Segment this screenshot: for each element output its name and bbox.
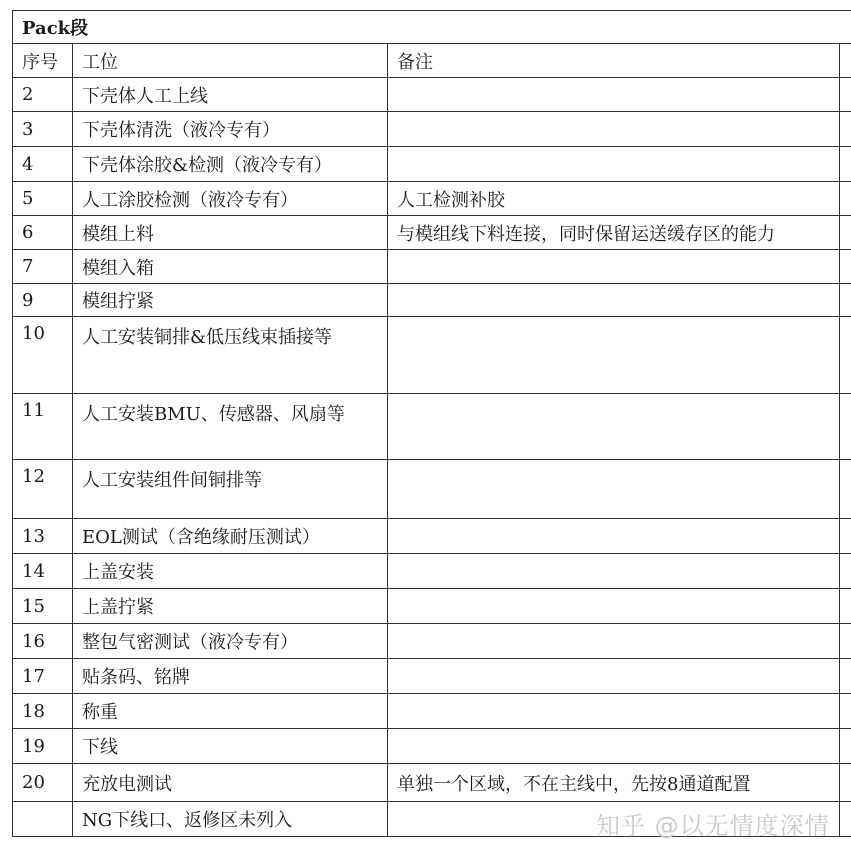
cell-extra <box>840 284 851 317</box>
cell-station: 人工安装BMU、传感器、风扇等 <box>73 394 388 460</box>
cell-extra <box>840 317 851 394</box>
cell-extra <box>840 182 851 216</box>
cell-note <box>388 317 840 394</box>
cell-extra <box>840 112 851 147</box>
header-extra <box>840 44 851 78</box>
header-note: 备注 <box>388 44 840 78</box>
cell-note <box>388 624 840 659</box>
watermark: 知乎 @以无情度深情 <box>596 812 830 840</box>
cell-extra <box>840 147 851 182</box>
table-row <box>13 147 851 182</box>
cell-station: 模组拧紧 <box>73 284 388 317</box>
table-row <box>13 216 851 250</box>
cell-note <box>388 112 840 147</box>
cell-station: 充放电测试 <box>73 764 388 802</box>
cell-no: 12 <box>13 460 73 519</box>
cell-extra <box>840 394 851 460</box>
cell-station: 人工安装铜排&低压线束插接等 <box>73 317 388 394</box>
table-row <box>13 554 851 589</box>
cell-no: 4 <box>13 147 73 182</box>
cell-extra <box>840 554 851 589</box>
cell-no: 13 <box>13 519 73 554</box>
cell-station: 贴条码、铭牌 <box>73 659 388 694</box>
cell-no: 16 <box>13 624 73 659</box>
cell-station: 下壳体清洗（液冷专有） <box>73 112 388 147</box>
table-row <box>13 460 851 519</box>
header-station: 工位 <box>73 44 388 78</box>
table-row <box>13 250 851 284</box>
cell-station: 整包气密测试（液冷专有） <box>73 624 388 659</box>
header-row <box>13 44 851 78</box>
cell-no: 9 <box>13 284 73 317</box>
cell-note <box>388 694 840 729</box>
cell-extra <box>840 250 851 284</box>
cell-no: 17 <box>13 659 73 694</box>
table-row <box>13 729 851 764</box>
cell-station: 上盖拧紧 <box>73 589 388 624</box>
cell-no: 15 <box>13 589 73 624</box>
cell-extra <box>840 460 851 519</box>
cell-no: 14 <box>13 554 73 589</box>
table-row <box>13 112 851 147</box>
cell-station: 模组上料 <box>73 216 388 250</box>
cell-extra <box>840 659 851 694</box>
pack-table <box>12 10 851 837</box>
cell-extra <box>840 694 851 729</box>
table-row <box>13 589 851 624</box>
table-title: Pack段 <box>13 11 851 44</box>
cell-note <box>388 78 840 112</box>
cell-station: 下壳体人工上线 <box>73 78 388 112</box>
cell-no: 3 <box>13 112 73 147</box>
header-no: 序号 <box>13 44 73 78</box>
cell-station: 模组入箱 <box>73 250 388 284</box>
table-row <box>13 182 851 216</box>
cell-station: 人工安装组件间铜排等 <box>73 460 388 519</box>
cell-note: 人工检测补胶 <box>388 182 840 216</box>
cell-station: 下线 <box>73 729 388 764</box>
cell-extra <box>840 764 851 802</box>
cell-extra <box>840 216 851 250</box>
cell-no: 18 <box>13 694 73 729</box>
cell-station: 称重 <box>73 694 388 729</box>
cell-extra <box>840 802 851 837</box>
cell-extra <box>840 729 851 764</box>
cell-station: NG下线口、返修区未列入 <box>73 802 388 837</box>
table-row <box>13 394 851 460</box>
table-row <box>13 317 851 394</box>
cell-extra <box>840 78 851 112</box>
cell-note <box>388 394 840 460</box>
cell-note <box>388 659 840 694</box>
cell-station: 人工涂胶检测（液冷专有） <box>73 182 388 216</box>
table-row <box>13 78 851 112</box>
cell-no: 7 <box>13 250 73 284</box>
cell-station: 上盖安装 <box>73 554 388 589</box>
cell-extra <box>840 519 851 554</box>
cell-no: 19 <box>13 729 73 764</box>
table-row <box>13 284 851 317</box>
cell-station: 下壳体涂胶&检测（液冷专有） <box>73 147 388 182</box>
cell-note: 单独一个区域，不在主线中，先按8通道配置 <box>388 764 840 802</box>
cell-no: 10 <box>13 317 73 394</box>
cell-extra <box>840 624 851 659</box>
cell-no: 11 <box>13 394 73 460</box>
cell-no: 5 <box>13 182 73 216</box>
cell-extra <box>840 589 851 624</box>
cell-note <box>388 589 840 624</box>
table-row <box>13 764 851 802</box>
cell-note <box>388 147 840 182</box>
cell-note <box>388 284 840 317</box>
cell-no <box>13 802 73 837</box>
table-row <box>13 519 851 554</box>
table-row <box>13 659 851 694</box>
cell-note <box>388 250 840 284</box>
table-row <box>13 624 851 659</box>
cell-station: EOL测试（含绝缘耐压测试） <box>73 519 388 554</box>
cell-no: 20 <box>13 764 73 802</box>
cell-note <box>388 554 840 589</box>
cell-note <box>388 729 840 764</box>
cell-note: 与模组线下料连接，同时保留运送缓存区的能力 <box>388 216 840 250</box>
cell-note <box>388 460 840 519</box>
cell-note <box>388 519 840 554</box>
cell-no: 2 <box>13 78 73 112</box>
table-row <box>13 694 851 729</box>
cell-no: 6 <box>13 216 73 250</box>
title-row <box>13 11 851 44</box>
